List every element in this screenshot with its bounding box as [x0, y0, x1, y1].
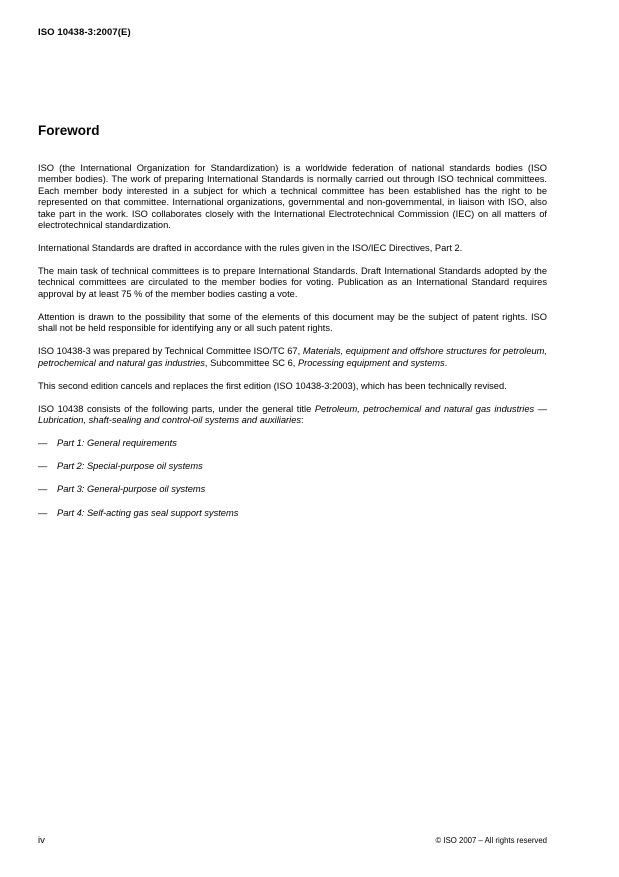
paragraph-5-text: , Subcommittee SC 6, [204, 357, 298, 368]
copyright-notice: © ISO 2007 – All rights reserved [435, 836, 547, 845]
paragraph-5 [38, 346, 547, 369]
paragraph-5-text: ISO 10438-3 was prepared by Technical Committee ISO/TC 67, [38, 346, 303, 357]
list-item [38, 461, 547, 472]
page-footer [38, 835, 547, 846]
part-label: Part 4: Self-acting gas seal support systems [57, 507, 239, 518]
series-general-title: Petroleum, petrochemical and natural gas industries — Lubrication, shaft-sealing and control-oil systems and auxiliaries [38, 403, 547, 426]
parts-list [38, 438, 547, 519]
part-label: Part 1: General requirements [57, 438, 177, 449]
part-label: Part 2: Special-purpose oil systems [57, 461, 203, 472]
paragraph-6: This second edition cancels and replaces the first edition (ISO 10438-3:2003), which has been technically revised. [38, 380, 507, 391]
paragraph-3: The main task of technical committees is to prepare International Standards. Draft International Standards adopted by the technical committees are circulated to the member bodies for voting. Publication as an International Standard requires approval by at least 75 % of the member bodies casting a vote. [38, 266, 547, 299]
paragraph-7-text: ISO 10438 consists of the following parts, under the general title [38, 403, 315, 414]
subcommittee-title: Processing equipment and systems [297, 357, 445, 368]
em-dash: — [38, 461, 48, 472]
paragraph-2 [38, 243, 547, 254]
paragraph-4: Attention is drawn to the possibility that some of the elements of this document may be the subject of patent rights. ISO shall not be held responsible for identifying any or all such patent rights. [38, 311, 547, 334]
running-header: ISO 10438-3:2007(E) [38, 27, 131, 38]
em-dash: — [38, 507, 48, 518]
page-number: iv [38, 835, 45, 846]
paragraph-1: ISO (the International Organization for Standardization) is a worldwide federation of national standards bodies (ISO member bodies). The work of preparing International Standards is normally carried out through ISO technical committees. Each member body interested in a subject for which a technical committee has been established has the right to be represented on that committee. International organizations, governmental and non-governmental, in liaison with ISO, also take part in the work. ISO collaborates closely with the International Electrotechnical Commission (IEC) on all matters of electrotechnical standardization. [38, 163, 547, 231]
foreword-title: Foreword [38, 123, 100, 138]
paragraph-7 [38, 404, 547, 427]
paragraph-5-text: . [444, 357, 448, 368]
paragraph-2-text: International Standards are drafted in accordance with the rules given in the ISO/IEC Directives, Part 2. [38, 243, 463, 254]
list-item [38, 508, 547, 519]
part-label: Part 3: General-purpose oil systems [57, 484, 206, 495]
list-item [38, 484, 547, 495]
em-dash: — [38, 484, 48, 495]
committee-title: Materials, equipment and offshore structures for petroleum, petrochemical and natural gas industries [38, 346, 547, 368]
em-dash: — [38, 438, 48, 449]
foreword-body [38, 163, 547, 531]
paragraph-7-text: : [301, 415, 304, 426]
list-item [38, 438, 547, 449]
